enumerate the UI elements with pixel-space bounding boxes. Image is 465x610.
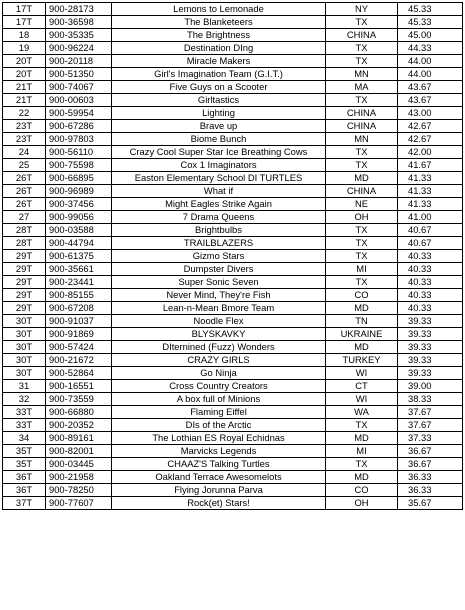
rank-cell: 37T <box>3 497 46 510</box>
team-name-cell: DIs of the Arctic <box>112 419 326 432</box>
score-cell: 37.33 <box>398 432 463 445</box>
state-cell: MD <box>326 341 398 354</box>
team-id-cell: 900-78250 <box>46 484 112 497</box>
team-name-cell: The Blanketeers <box>112 16 326 29</box>
table-row <box>3 419 463 432</box>
state-cell: TX <box>326 159 398 172</box>
rank-cell: 23T <box>3 120 46 133</box>
team-id-cell: 900-44794 <box>46 237 112 250</box>
team-id-cell: 900-59954 <box>46 107 112 120</box>
state-cell: TX <box>326 16 398 29</box>
team-name-cell: Destination DIng <box>112 42 326 55</box>
team-id-cell: 900-77607 <box>46 497 112 510</box>
rank-cell: 29T <box>3 289 46 302</box>
team-name-cell: Cox 1 Imaginators <box>112 159 326 172</box>
score-cell: 41.33 <box>398 172 463 185</box>
state-cell: WI <box>326 393 398 406</box>
score-cell: 43.67 <box>398 94 463 107</box>
rank-cell: 21T <box>3 81 46 94</box>
table-row <box>3 289 463 302</box>
team-name-cell: Oakland Terrace Awesomelots <box>112 471 326 484</box>
team-name-cell: Go Ninja <box>112 367 326 380</box>
table-row <box>3 133 463 146</box>
table-row <box>3 432 463 445</box>
team-id-cell: 900-21958 <box>46 471 112 484</box>
score-cell: 40.33 <box>398 250 463 263</box>
table-row <box>3 367 463 380</box>
rank-cell: 20T <box>3 68 46 81</box>
team-name-cell: Brightbulbs <box>112 224 326 237</box>
rank-cell: 30T <box>3 315 46 328</box>
team-id-cell: 900-16551 <box>46 380 112 393</box>
score-cell: 45.00 <box>398 29 463 42</box>
score-cell: 39.33 <box>398 367 463 380</box>
state-cell: TURKEY <box>326 354 398 367</box>
score-cell: 40.33 <box>398 263 463 276</box>
team-name-cell: Lean-n-Mean Bmore Team <box>112 302 326 315</box>
state-cell: CO <box>326 484 398 497</box>
team-name-cell: Noodle Flex <box>112 315 326 328</box>
score-cell: 39.33 <box>398 328 463 341</box>
team-name-cell: Cross Country Creators <box>112 380 326 393</box>
team-id-cell: 900-66880 <box>46 406 112 419</box>
score-cell: 43.00 <box>398 107 463 120</box>
state-cell: CHINA <box>326 107 398 120</box>
table-row <box>3 198 463 211</box>
rank-cell: 18 <box>3 29 46 42</box>
team-name-cell: Dumpster Divers <box>112 263 326 276</box>
team-name-cell: The Brightness <box>112 29 326 42</box>
table-row <box>3 3 463 16</box>
table-row <box>3 81 463 94</box>
state-cell: MN <box>326 68 398 81</box>
rank-cell: 20T <box>3 55 46 68</box>
team-name-cell: DIternined (Fuzz) Wonders <box>112 341 326 354</box>
state-cell: TX <box>326 458 398 471</box>
team-id-cell: 900-74067 <box>46 81 112 94</box>
score-cell: 41.00 <box>398 211 463 224</box>
rank-cell: 21T <box>3 94 46 107</box>
score-cell: 41.67 <box>398 159 463 172</box>
state-cell: TX <box>326 146 398 159</box>
rank-cell: 33T <box>3 419 46 432</box>
state-cell: TX <box>326 42 398 55</box>
team-id-cell: 900-37456 <box>46 198 112 211</box>
team-id-cell: 900-89161 <box>46 432 112 445</box>
state-cell: MD <box>326 172 398 185</box>
team-id-cell: 900-91869 <box>46 328 112 341</box>
score-cell: 36.33 <box>398 471 463 484</box>
state-cell: CHINA <box>326 120 398 133</box>
team-name-cell: What if <box>112 185 326 198</box>
score-cell: 44.00 <box>398 68 463 81</box>
table-row <box>3 211 463 224</box>
score-cell: 44.00 <box>398 55 463 68</box>
rank-cell: 31 <box>3 380 46 393</box>
team-name-cell: Miracle Makers <box>112 55 326 68</box>
team-id-cell: 900-61375 <box>46 250 112 263</box>
team-name-cell: Flaming Eiffel <box>112 406 326 419</box>
state-cell: OH <box>326 211 398 224</box>
team-id-cell: 900-03588 <box>46 224 112 237</box>
team-name-cell: Easton Elementary School DI TURTLES <box>112 172 326 185</box>
score-cell: 42.67 <box>398 133 463 146</box>
team-name-cell: Marvicks Legends <box>112 445 326 458</box>
rank-cell: 17T <box>3 3 46 16</box>
team-name-cell: Girltastics <box>112 94 326 107</box>
rank-cell: 32 <box>3 393 46 406</box>
state-cell: TX <box>326 250 398 263</box>
rank-cell: 27 <box>3 211 46 224</box>
team-id-cell: 900-35335 <box>46 29 112 42</box>
team-name-cell: Biome Bunch <box>112 133 326 146</box>
team-id-cell: 900-67286 <box>46 120 112 133</box>
state-cell: CHINA <box>326 29 398 42</box>
score-cell: 40.67 <box>398 237 463 250</box>
team-id-cell: 900-23441 <box>46 276 112 289</box>
score-cell: 44.33 <box>398 42 463 55</box>
rank-cell: 28T <box>3 237 46 250</box>
score-cell: 45.33 <box>398 16 463 29</box>
state-cell: MN <box>326 133 398 146</box>
state-cell: OH <box>326 497 398 510</box>
rank-cell: 36T <box>3 471 46 484</box>
score-cell: 39.00 <box>398 380 463 393</box>
results-body <box>3 3 463 510</box>
rank-cell: 26T <box>3 185 46 198</box>
team-id-cell: 900-36598 <box>46 16 112 29</box>
score-cell: 42.00 <box>398 146 463 159</box>
team-id-cell: 900-97803 <box>46 133 112 146</box>
rank-cell: 29T <box>3 263 46 276</box>
rank-cell: 28T <box>3 224 46 237</box>
table-row <box>3 354 463 367</box>
score-cell: 40.33 <box>398 276 463 289</box>
state-cell: MI <box>326 445 398 458</box>
team-id-cell: 900-57424 <box>46 341 112 354</box>
table-row <box>3 55 463 68</box>
table-row <box>3 328 463 341</box>
team-name-cell: Five Guys on a Scooter <box>112 81 326 94</box>
state-cell: UKRAINE <box>326 328 398 341</box>
state-cell: TN <box>326 315 398 328</box>
rank-cell: 30T <box>3 341 46 354</box>
table-row <box>3 120 463 133</box>
team-id-cell: 900-82001 <box>46 445 112 458</box>
rank-cell: 34 <box>3 432 46 445</box>
team-id-cell: 900-75598 <box>46 159 112 172</box>
team-id-cell: 900-35661 <box>46 263 112 276</box>
table-row <box>3 224 463 237</box>
rank-cell: 33T <box>3 406 46 419</box>
team-name-cell: Brave up <box>112 120 326 133</box>
score-cell: 41.33 <box>398 198 463 211</box>
score-cell: 36.67 <box>398 445 463 458</box>
table-row <box>3 458 463 471</box>
team-name-cell: Gizmo Stars <box>112 250 326 263</box>
team-name-cell: BLYSKAVKY <box>112 328 326 341</box>
table-row <box>3 406 463 419</box>
team-name-cell: Lighting <box>112 107 326 120</box>
team-id-cell: 900-03445 <box>46 458 112 471</box>
score-cell: 37.67 <box>398 406 463 419</box>
state-cell: MD <box>326 471 398 484</box>
team-id-cell: 900-96989 <box>46 185 112 198</box>
state-cell: CO <box>326 289 398 302</box>
rank-cell: 29T <box>3 250 46 263</box>
rank-cell: 30T <box>3 328 46 341</box>
state-cell: MA <box>326 81 398 94</box>
table-row <box>3 276 463 289</box>
state-cell: MD <box>326 432 398 445</box>
team-id-cell: 900-96224 <box>46 42 112 55</box>
score-cell: 39.33 <box>398 354 463 367</box>
team-id-cell: 900-20118 <box>46 55 112 68</box>
state-cell: TX <box>326 224 398 237</box>
state-cell: WI <box>326 367 398 380</box>
state-cell: WA <box>326 406 398 419</box>
rank-cell: 36T <box>3 484 46 497</box>
table-row <box>3 29 463 42</box>
team-name-cell: CRAZY GIRLS <box>112 354 326 367</box>
team-id-cell: 900-20352 <box>46 419 112 432</box>
table-row <box>3 172 463 185</box>
results-table <box>2 2 463 510</box>
state-cell: TX <box>326 94 398 107</box>
team-id-cell: 900-56110 <box>46 146 112 159</box>
table-row <box>3 315 463 328</box>
score-cell: 40.33 <box>398 289 463 302</box>
rank-cell: 23T <box>3 133 46 146</box>
team-id-cell: 900-52864 <box>46 367 112 380</box>
team-id-cell: 900-66895 <box>46 172 112 185</box>
team-id-cell: 900-21672 <box>46 354 112 367</box>
team-name-cell: Might Eagles Strike Again <box>112 198 326 211</box>
table-row <box>3 471 463 484</box>
state-cell: CT <box>326 380 398 393</box>
score-cell: 36.67 <box>398 458 463 471</box>
rank-cell: 17T <box>3 16 46 29</box>
team-name-cell: Super Sonic Seven <box>112 276 326 289</box>
rank-cell: 29T <box>3 276 46 289</box>
state-cell: TX <box>326 419 398 432</box>
table-row <box>3 42 463 55</box>
table-row <box>3 146 463 159</box>
table-row <box>3 497 463 510</box>
score-cell: 43.67 <box>398 81 463 94</box>
team-id-cell: 900-28173 <box>46 3 112 16</box>
state-cell: NE <box>326 198 398 211</box>
table-row <box>3 341 463 354</box>
state-cell: TX <box>326 237 398 250</box>
rank-cell: 26T <box>3 172 46 185</box>
team-name-cell: TRAILBLAZERS <box>112 237 326 250</box>
table-row <box>3 68 463 81</box>
score-cell: 38.33 <box>398 393 463 406</box>
team-name-cell: A box full of Minions <box>112 393 326 406</box>
score-cell: 35.67 <box>398 497 463 510</box>
team-name-cell: Lemons to Lemonade <box>112 3 326 16</box>
score-cell: 39.33 <box>398 315 463 328</box>
table-row <box>3 185 463 198</box>
table-row <box>3 16 463 29</box>
team-name-cell: Rock(et) Stars! <box>112 497 326 510</box>
rank-cell: 30T <box>3 354 46 367</box>
table-row <box>3 107 463 120</box>
team-id-cell: 900-91037 <box>46 315 112 328</box>
team-name-cell: Girl's Imagination Team (G.I.T.) <box>112 68 326 81</box>
team-id-cell: 900-51350 <box>46 68 112 81</box>
rank-cell: 29T <box>3 302 46 315</box>
table-row <box>3 484 463 497</box>
score-cell: 40.67 <box>398 224 463 237</box>
team-id-cell: 900-00603 <box>46 94 112 107</box>
team-name-cell: Never Mind, They're Fish <box>112 289 326 302</box>
team-id-cell: 900-99056 <box>46 211 112 224</box>
state-cell: CHINA <box>326 185 398 198</box>
score-cell: 41.33 <box>398 185 463 198</box>
table-row <box>3 393 463 406</box>
rank-cell: 25 <box>3 159 46 172</box>
team-name-cell: 7 Drama Queens <box>112 211 326 224</box>
rank-cell: 35T <box>3 458 46 471</box>
team-id-cell: 900-67208 <box>46 302 112 315</box>
state-cell: TX <box>326 276 398 289</box>
table-row <box>3 94 463 107</box>
rank-cell: 30T <box>3 367 46 380</box>
table-row <box>3 380 463 393</box>
score-cell: 36.33 <box>398 484 463 497</box>
team-id-cell: 900-73559 <box>46 393 112 406</box>
team-name-cell: Flying Jorunna Parva <box>112 484 326 497</box>
state-cell: MD <box>326 302 398 315</box>
table-row <box>3 159 463 172</box>
table-row <box>3 250 463 263</box>
team-name-cell: Crazy Cool Super Star Ice Breathing Cows <box>112 146 326 159</box>
score-cell: 42.67 <box>398 120 463 133</box>
state-cell: MI <box>326 263 398 276</box>
score-cell: 37.67 <box>398 419 463 432</box>
team-name-cell: CHAAZ'S Talking Turtles <box>112 458 326 471</box>
table-row <box>3 263 463 276</box>
state-cell: TX <box>326 55 398 68</box>
rank-cell: 19 <box>3 42 46 55</box>
rank-cell: 22 <box>3 107 46 120</box>
score-cell: 45.33 <box>398 3 463 16</box>
rank-cell: 24 <box>3 146 46 159</box>
table-row <box>3 445 463 458</box>
team-id-cell: 900-85155 <box>46 289 112 302</box>
score-cell: 39.33 <box>398 341 463 354</box>
score-cell: 40.33 <box>398 302 463 315</box>
table-row <box>3 302 463 315</box>
table-row <box>3 237 463 250</box>
rank-cell: 35T <box>3 445 46 458</box>
team-name-cell: The Lothian ES Royal Echidnas <box>112 432 326 445</box>
state-cell: NY <box>326 3 398 16</box>
rank-cell: 26T <box>3 198 46 211</box>
